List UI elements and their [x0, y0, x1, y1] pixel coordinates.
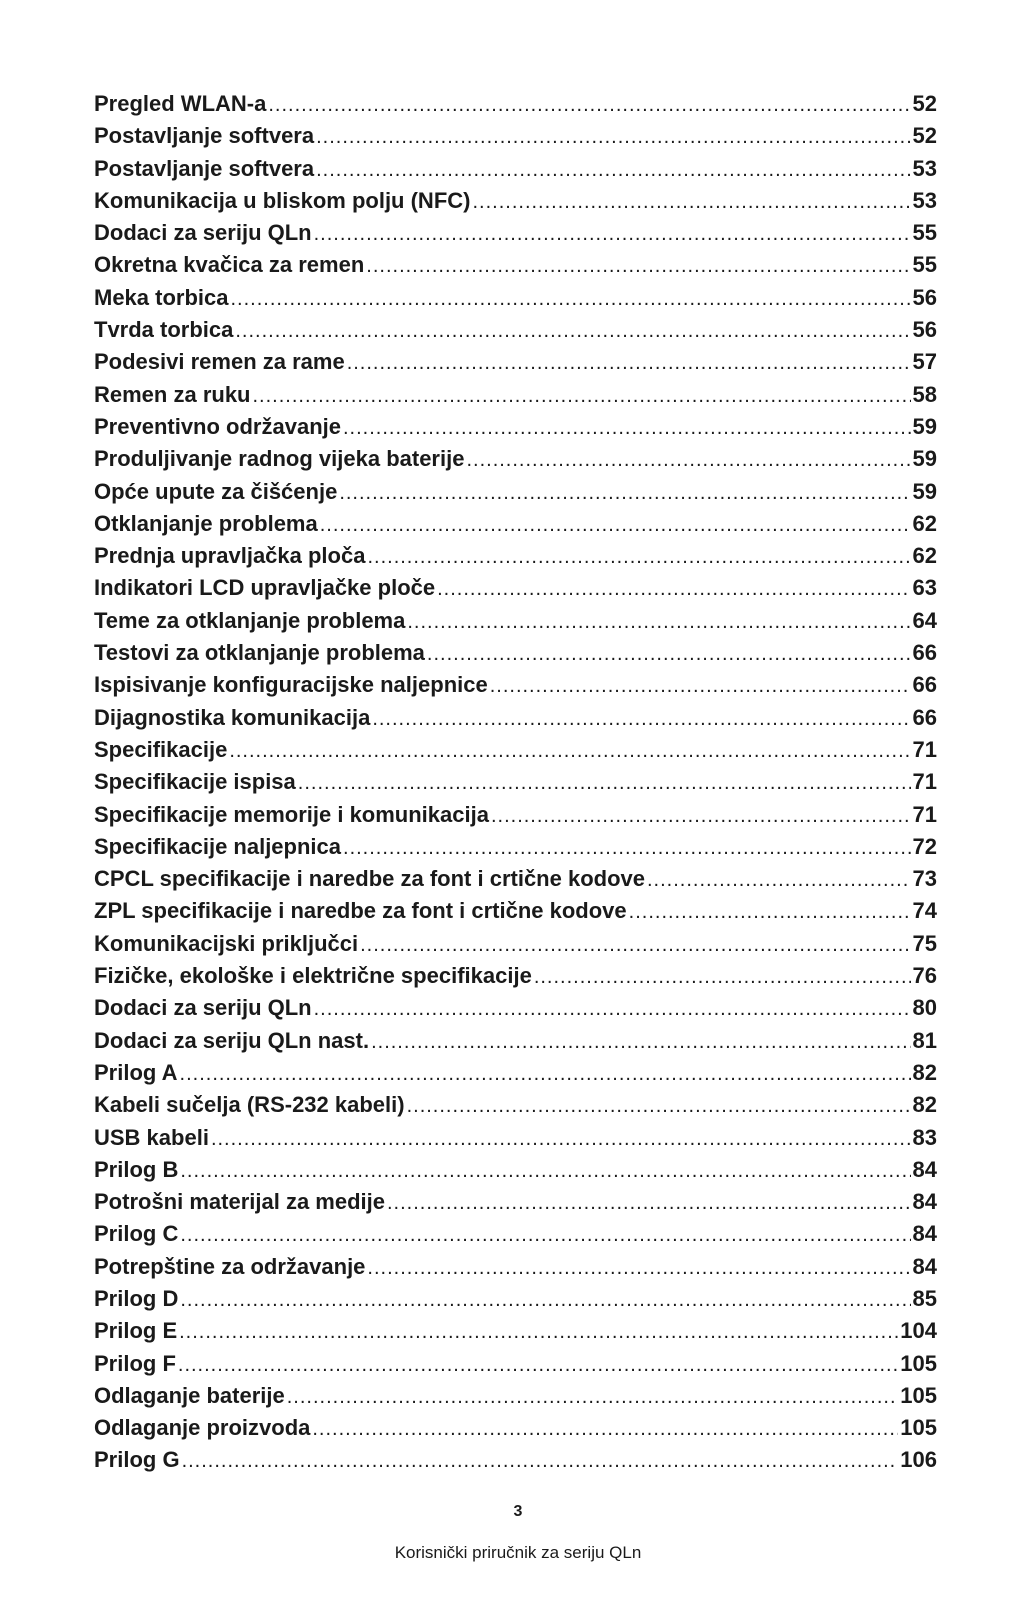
dot-leader — [314, 993, 911, 1025]
toc-entry-title: Okretna kvačica za remen — [94, 252, 365, 278]
toc-entry-title: Komunikacijski priključci — [94, 930, 359, 956]
toc-entry[interactable] — [94, 1412, 937, 1444]
page-number: 3 — [513, 1503, 523, 1520]
toc-entry-page: 55 — [912, 220, 937, 246]
toc-entry[interactable] — [94, 831, 937, 863]
toc-entry-title: Produljivanje radnog vijeka baterije — [94, 446, 465, 472]
toc-entry[interactable] — [94, 702, 937, 734]
toc-entry-title: Prilog C — [94, 1221, 179, 1247]
toc-entry[interactable] — [94, 992, 937, 1024]
dot-leader — [647, 864, 911, 896]
dot-leader — [367, 541, 910, 573]
toc-entry-title: Dodaci za seriju QLn nast. — [94, 1027, 370, 1053]
toc-entry-title: Tvrda torbica — [94, 317, 234, 343]
dot-leader — [437, 573, 910, 605]
dot-leader — [371, 1026, 910, 1058]
toc-entry-page: 52 — [912, 123, 937, 149]
toc-entry-page: 66 — [912, 640, 937, 666]
toc-entry-page: 57 — [912, 349, 937, 375]
toc-entry-title: Prilog G — [94, 1447, 180, 1473]
toc-entry-page: 84 — [912, 1253, 937, 1279]
toc-entry-title: Dijagnostika komunikacija — [94, 704, 371, 730]
dot-leader — [312, 1413, 898, 1445]
dot-leader — [343, 832, 911, 864]
toc-entry[interactable] — [94, 1154, 937, 1186]
dot-leader — [180, 1284, 910, 1316]
toc-entry[interactable] — [94, 1122, 937, 1154]
dot-leader — [179, 1316, 898, 1348]
toc-entry[interactable] — [94, 88, 937, 120]
toc-entry[interactable] — [94, 1380, 937, 1412]
toc-entry-title: Podesivi remen za rame — [94, 349, 345, 375]
dot-leader — [314, 218, 911, 250]
dot-leader — [231, 283, 911, 315]
toc-entry-page: 82 — [912, 1059, 937, 1085]
toc-entry[interactable] — [94, 1025, 937, 1057]
dot-leader — [180, 1058, 911, 1090]
toc-entry-title: Dodaci za seriju QLn — [94, 995, 312, 1021]
toc-entry-page: 106 — [900, 1447, 937, 1473]
toc-entry-title: CPCL specifikacije i naredbe za font i crtične kodove — [94, 866, 645, 892]
toc-entry[interactable] — [94, 895, 937, 927]
dot-leader — [387, 1187, 911, 1219]
toc-entry-title: Komunikacija u bliskom polju (NFC) — [94, 187, 471, 213]
toc-entry-page: 53 — [912, 155, 937, 181]
toc-entry[interactable] — [94, 669, 937, 701]
toc-entry[interactable] — [94, 314, 937, 346]
toc-entry-title: Otklanjanje problema — [94, 510, 318, 536]
toc-entry[interactable] — [94, 734, 937, 766]
dot-leader — [491, 800, 911, 832]
toc-entry[interactable] — [94, 540, 937, 572]
dot-leader — [287, 1381, 899, 1413]
toc-entry-title: USB kabeli — [94, 1124, 209, 1150]
toc-entry[interactable] — [94, 282, 937, 314]
toc-entry-page: 72 — [912, 833, 937, 859]
dot-leader — [490, 670, 911, 702]
dot-leader — [629, 896, 911, 928]
footer-title: Korisnički priručnik za seriju QLn — [394, 1543, 642, 1562]
toc-entry-page: 80 — [912, 995, 937, 1021]
toc-entry[interactable] — [94, 1251, 937, 1283]
toc-entry[interactable] — [94, 217, 937, 249]
toc-entry[interactable] — [94, 1444, 937, 1476]
toc-entry[interactable] — [94, 637, 937, 669]
toc-entry-page: 84 — [912, 1189, 937, 1215]
dot-leader — [343, 412, 911, 444]
dot-leader — [298, 767, 911, 799]
toc-entry-page: 73 — [912, 866, 937, 892]
toc-entry[interactable] — [94, 411, 937, 443]
dot-leader — [180, 1155, 910, 1187]
toc-entry[interactable] — [94, 153, 937, 185]
toc-entry-title: Prilog B — [94, 1156, 179, 1182]
toc-entry-title: Kabeli sučelja (RS-232 kabeli) — [94, 1092, 405, 1118]
table-of-contents — [94, 88, 937, 1477]
dot-leader — [320, 509, 911, 541]
dot-leader — [407, 606, 910, 638]
toc-entry-page: 66 — [912, 704, 937, 730]
dot-leader — [372, 703, 910, 735]
toc-entry-title: Fizičke, ekološke i električne specifikacije — [94, 963, 532, 989]
toc-entry-title: Testovi za otklanjanje problema — [94, 640, 425, 666]
toc-entry-page: 58 — [912, 381, 937, 407]
dot-leader — [235, 315, 910, 347]
toc-entry[interactable] — [94, 928, 937, 960]
dot-leader — [253, 380, 911, 412]
toc-entry-page: 66 — [912, 672, 937, 698]
dot-leader — [534, 961, 911, 993]
toc-entry-page: 82 — [912, 1092, 937, 1118]
dot-leader — [347, 347, 911, 379]
dot-leader — [339, 477, 910, 509]
toc-entry-title: Odlaganje proizvoda — [94, 1415, 311, 1441]
toc-entry-page: 105 — [900, 1350, 937, 1376]
toc-entry-title: ZPL specifikacije i naredbe za font i crtične kodove — [94, 898, 627, 924]
dot-leader — [407, 1090, 911, 1122]
toc-entry-page: 75 — [912, 930, 937, 956]
toc-entry-page: 63 — [912, 575, 937, 601]
toc-entry-page: 104 — [900, 1318, 937, 1344]
dot-leader — [178, 1349, 898, 1381]
toc-entry[interactable] — [94, 443, 937, 475]
toc-entry[interactable] — [94, 346, 937, 378]
toc-entry-page: 56 — [912, 284, 937, 310]
dot-leader — [472, 186, 910, 218]
toc-entry[interactable] — [94, 120, 937, 152]
dot-leader — [211, 1123, 911, 1155]
toc-entry-title: Pregled WLAN-a — [94, 91, 267, 116]
toc-entry-title: Ispisivanje konfiguracijske naljepnice — [94, 672, 488, 698]
toc-entry[interactable] — [94, 766, 937, 798]
toc-entry-page: 71 — [912, 736, 937, 762]
dot-leader — [427, 638, 911, 670]
toc-entry-page: 59 — [912, 413, 937, 439]
toc-entry-page: 71 — [912, 769, 937, 795]
toc-entry-title: Opće upute za čišćenje — [94, 478, 338, 504]
toc-entry-page: 59 — [912, 478, 937, 504]
toc-entry[interactable] — [94, 863, 937, 895]
toc-entry-title: Potrepštine za održavanje — [94, 1253, 366, 1279]
toc-entry-title: Prilog F — [94, 1350, 176, 1376]
toc-entry-title: Specifikacije memorije i komunikacija — [94, 801, 489, 827]
toc-entry-page: 76 — [912, 963, 937, 989]
toc-entry-page: 81 — [912, 1027, 937, 1053]
toc-entry-title: Indikatori LCD upravljačke ploče — [94, 575, 436, 601]
toc-entry-page: 52 — [912, 91, 937, 116]
toc-entry-page: 84 — [912, 1156, 937, 1182]
dot-leader — [316, 121, 910, 153]
toc-entry-page: 53 — [912, 187, 937, 213]
toc-entry[interactable] — [94, 1057, 937, 1089]
toc-entry-title: Teme za otklanjanje problema — [94, 607, 406, 633]
toc-entry-title: Postavljanje softvera — [94, 123, 315, 149]
toc-entry[interactable] — [94, 799, 937, 831]
toc-entry-title: Specifikacije naljepnica — [94, 833, 342, 859]
toc-entry-page: 74 — [912, 898, 937, 924]
toc-entry-title: Remen za ruku — [94, 381, 251, 407]
toc-entry[interactable] — [94, 1348, 937, 1380]
toc-entry[interactable] — [94, 476, 937, 508]
toc-entry-page: 105 — [900, 1415, 937, 1441]
toc-entry-page: 62 — [912, 543, 937, 569]
toc-entry[interactable] — [94, 1186, 937, 1218]
toc-entry-title: Prednja upravljačka ploča — [94, 543, 366, 569]
dot-leader — [367, 1252, 910, 1284]
toc-entry-page: 84 — [912, 1221, 937, 1247]
toc-entry-title: Meka torbica — [94, 284, 229, 310]
toc-entry-title: Specifikacije — [94, 736, 228, 762]
toc-entry-page: 55 — [912, 252, 937, 278]
toc-entry[interactable] — [94, 379, 937, 411]
toc-entry-page: 56 — [912, 317, 937, 343]
toc-entry-title: Prilog A — [94, 1059, 178, 1085]
toc-entry[interactable] — [94, 1089, 937, 1121]
dot-leader — [182, 1445, 899, 1477]
dot-leader — [366, 250, 910, 282]
toc-entry[interactable] — [94, 605, 937, 637]
toc-entry-page: 85 — [912, 1285, 937, 1311]
toc-entry-title: Dodaci za seriju QLn — [94, 220, 312, 246]
dot-leader — [180, 1219, 910, 1251]
toc-entry-title: Prilog E — [94, 1318, 178, 1344]
toc-entry-title: Specifikacije ispisa — [94, 769, 296, 795]
toc-entry-title: Postavljanje softvera — [94, 155, 315, 181]
dot-leader — [316, 154, 910, 186]
toc-entry-title: Odlaganje baterije — [94, 1382, 285, 1408]
dot-leader — [360, 929, 910, 961]
toc-entry-page: 71 — [912, 801, 937, 827]
toc-entry-title: Potrošni materijal za medije — [94, 1189, 385, 1215]
toc-entry-page: 64 — [912, 607, 937, 633]
toc-entry[interactable] — [94, 960, 937, 992]
dot-leader — [268, 89, 910, 121]
toc-entry[interactable] — [94, 185, 937, 217]
toc-entry-page: 59 — [912, 446, 937, 472]
toc-entry[interactable] — [94, 1283, 937, 1315]
dot-leader — [229, 735, 910, 767]
toc-entry[interactable] — [94, 508, 937, 540]
dot-leader — [466, 444, 910, 476]
toc-entry[interactable] — [94, 1315, 937, 1347]
toc-entry-page: 105 — [900, 1382, 937, 1408]
toc-entry[interactable] — [94, 572, 937, 604]
toc-entry[interactable] — [94, 1218, 937, 1250]
toc-entry-title: Prilog D — [94, 1285, 179, 1311]
toc-entry[interactable] — [94, 249, 937, 281]
toc-entry-title: Preventivno održavanje — [94, 413, 341, 439]
toc-entry-page: 83 — [912, 1124, 937, 1150]
toc-entry-page: 62 — [912, 510, 937, 536]
